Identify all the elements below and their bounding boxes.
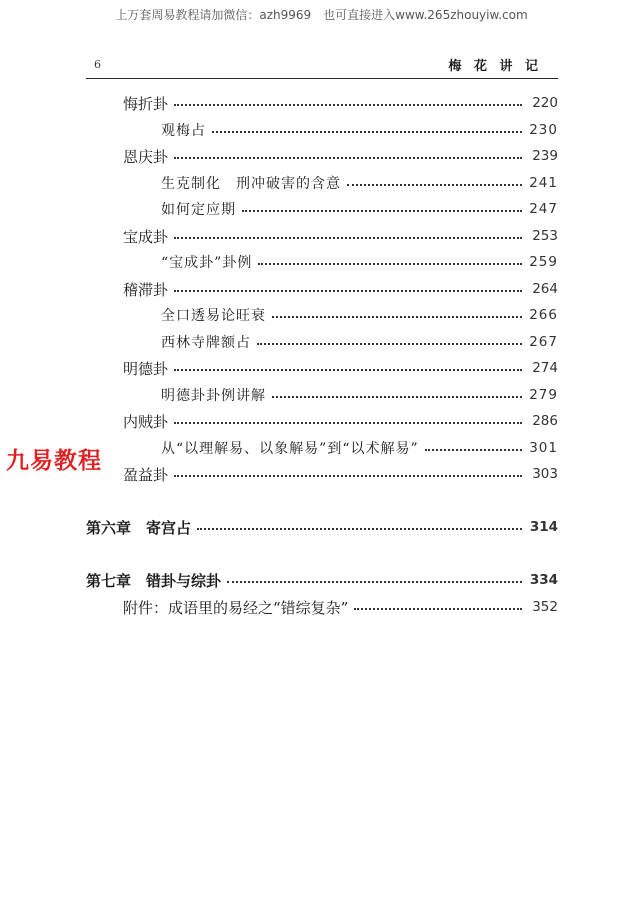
toc-entry[interactable]: [86, 117, 558, 143]
toc-entry[interactable]: [86, 302, 558, 328]
toc-entry[interactable]: [86, 90, 558, 116]
toc-entry[interactable]: [86, 461, 558, 487]
overlay-watermark: 九易教程: [6, 448, 102, 474]
toc-entry[interactable]: [86, 382, 558, 408]
toc-entry-page: 301: [529, 440, 558, 456]
toc-entry-page: 286: [532, 413, 558, 429]
toc-entry[interactable]: [86, 249, 558, 275]
toc-entry[interactable]: [86, 594, 558, 620]
toc-chapter-entry[interactable]: [86, 567, 558, 593]
dot-leader: [258, 263, 522, 265]
toc-entry-title: 从“以理解易、以象解易”到“以术解易”: [161, 441, 419, 457]
toc-entry[interactable]: [86, 223, 558, 249]
toc-entry[interactable]: [86, 276, 558, 302]
dot-leader: [174, 369, 522, 371]
toc-entry-title: 恩庆卦: [123, 147, 169, 166]
dot-leader: [174, 157, 522, 159]
toc-chapter-entry[interactable]: [86, 514, 558, 540]
dot-leader: [257, 343, 522, 345]
toc-entry-page: 241: [529, 175, 558, 191]
toc-entry-title: 观梅占: [161, 123, 206, 139]
toc-entry-page: 266: [529, 307, 558, 323]
toc-entry-page: 334: [529, 572, 558, 588]
dot-leader: [174, 290, 522, 292]
toc-entry-page: 267: [529, 334, 558, 350]
toc-entry[interactable]: [86, 329, 558, 355]
toc-entry-title: 悔折卦: [123, 94, 169, 113]
dot-leader: [227, 581, 522, 583]
toc-entry-title: 附件：成语里的易经之“错综复杂”: [123, 598, 349, 617]
toc-entry-page: 253: [532, 228, 558, 244]
toc-entry-title: “宝成卦”卦例: [161, 255, 253, 271]
toc-entry-page: 247: [529, 201, 558, 217]
toc-entry-page: 303: [532, 466, 558, 482]
toc-entry-page: 264: [532, 281, 558, 297]
dot-leader: [347, 184, 522, 186]
dot-leader: [174, 475, 522, 477]
toc-entry-title: 生克制化 刑冲破害的含意: [161, 176, 341, 192]
toc-entry[interactable]: [86, 143, 558, 169]
toc-entry-title: 西林寺牌额占: [161, 335, 251, 351]
toc-entry[interactable]: [86, 408, 558, 434]
toc-entry-title: 第七章 错卦与综卦: [86, 571, 222, 590]
toc-entry[interactable]: [86, 355, 558, 381]
toc-entry-title: 明德卦卦例讲解: [161, 388, 266, 404]
top-watermark: 上万套周易教程请加微信：azh9969 也可直接进入www.265zhouyiw.com: [115, 8, 528, 22]
dot-leader: [272, 396, 522, 398]
dot-leader: [272, 316, 522, 318]
dot-leader: [354, 608, 522, 610]
dot-leader: [425, 449, 522, 451]
dot-leader: [242, 210, 522, 212]
toc-entry-title: 明德卦: [123, 359, 169, 378]
dot-leader: [174, 104, 522, 106]
toc-entry[interactable]: [86, 435, 558, 461]
toc-entry-page: 279: [529, 387, 558, 403]
toc-entry[interactable]: [86, 170, 558, 196]
toc-entry-page: 230: [529, 122, 558, 138]
toc-entry-title: 第六章 寄宫占: [86, 518, 192, 537]
page-number: 6: [94, 58, 101, 71]
toc-entry-title: 全口透易论旺衰: [161, 308, 266, 324]
toc-entry-page: 274: [532, 360, 558, 376]
dot-leader: [174, 422, 522, 424]
dot-leader: [197, 528, 522, 530]
toc-entry-page: 352: [532, 599, 558, 615]
header-rule: [86, 78, 558, 79]
toc-entry-title: 稽滞卦: [123, 280, 169, 299]
toc-entry-title: 盈益卦: [123, 465, 169, 484]
toc-entry-page: 220: [532, 95, 558, 111]
toc-entry-page: 259: [529, 254, 558, 270]
dot-leader: [212, 131, 522, 133]
toc-entry-title: 宝成卦: [123, 227, 169, 246]
toc-entry-title: 如何定应期: [161, 202, 236, 218]
dot-leader: [174, 237, 522, 239]
toc-entry-page: 314: [529, 519, 558, 535]
running-title: 梅 花 讲 记: [448, 59, 542, 74]
toc-entry-title: 内贼卦: [123, 412, 169, 431]
toc-entry[interactable]: [86, 196, 558, 222]
toc-entry-page: 239: [532, 148, 558, 164]
